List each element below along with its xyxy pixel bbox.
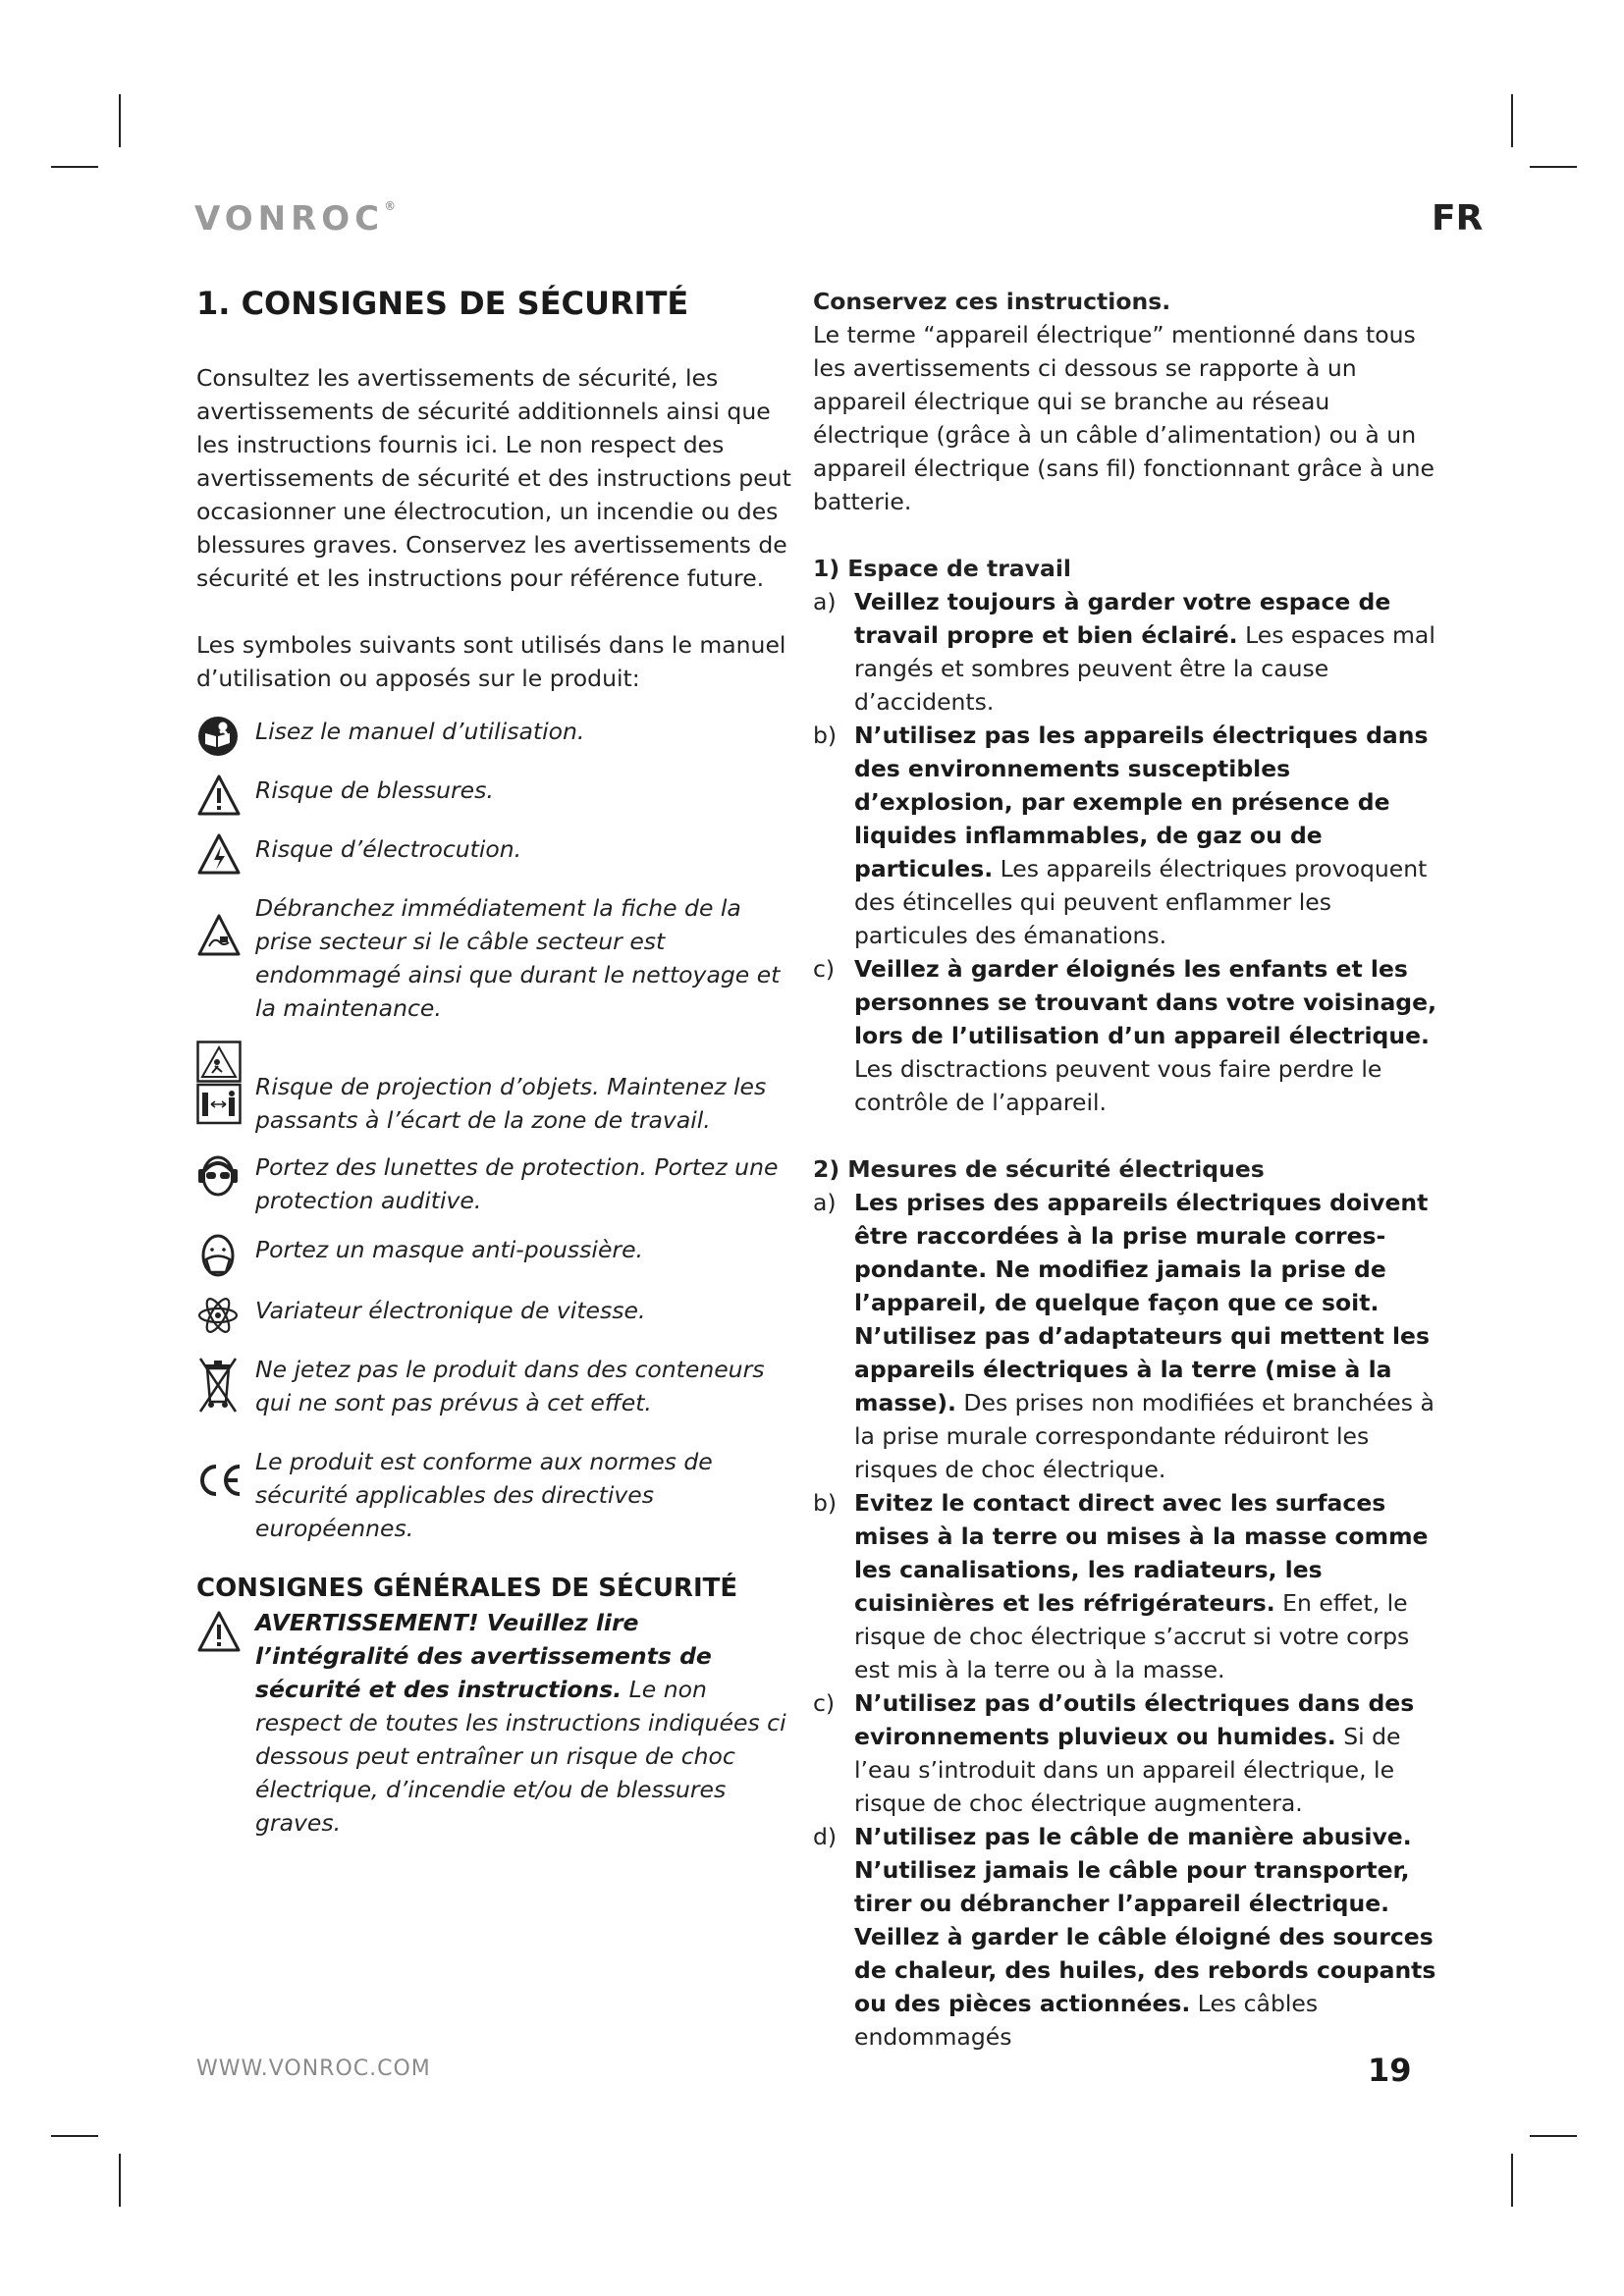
brand-logo: VONROC®: [194, 199, 397, 239]
electric-shock-icon: [196, 832, 242, 876]
list-item: a) Veillez toujours à garder votre espace de travail propre et bien éclairé. Les espaces mal rangés et sombres peuvent être la cause d’accidents.: [813, 588, 1435, 716]
list-item: b) N’utilisez pas les appareils électriques dans des environnements susceptibles d’explosion, par exemple en présence de liquides inflammables, de gaz ou de particules. Les appareils électriques provoquent des étincelles qui peuvent enflammer les particules des émanations.: [813, 721, 1429, 949]
section-title-electrical: 2) Mesures de sécurité électriques: [813, 1155, 1265, 1183]
keep-instructions-text: Le terme “appareil électrique” mentionné dans tous les avertissements ci dessous se rapporte à un appareil électrique qui se branche au réseau électrique (grâce à un câble d’alimentation) ou à un appareil électrique (sans fil) fonctionnant grâce à une batterie.: [813, 321, 1435, 515]
list-item: c) Veillez à garder éloignés les enfants et les personnes se trouvant dans votre voisinage, lors de l’utilisation d’un appareil électrique. Les disctractions peuvent vous faire perdre le contrôle de l’appareil.: [813, 955, 1436, 1116]
symbol-row: [196, 1445, 800, 1545]
symbol-text: Portez des lunettes de protection. Portez une protection auditive.: [255, 1153, 779, 1214]
symbol-row: [196, 1353, 800, 1419]
symbol-text: Risque d’électrocution.: [255, 835, 522, 863]
crop-mark: [1511, 94, 1513, 147]
crop-mark: [1530, 2135, 1577, 2137]
list-item: a) Les prises des appareils électriques doivent être raccordées à la prise murale corres-pondante. Ne modifiez jamais la prise de l’appareil, de quelque façon que ce soit. N’utilisez pas d’adaptateurs qui mettent les appareils électriques à la terre (mise à la masse). Des prises non modifiées et branchées à la prise murale correspondante réduiront les risques de choc électrique.: [813, 1189, 1435, 1483]
symbol-row: [196, 1233, 800, 1278]
unplug-icon: [196, 913, 242, 958]
crop-mark: [119, 94, 121, 147]
symbols-intro: Les symboles suivants sont utilisés dans le manuel d’utilisation ou apposés sur le produit:: [196, 631, 786, 692]
symbol-text: Ne jetez pas le produit dans des conteneurs qui ne sont pas prévus à cet effet.: [255, 1356, 765, 1416]
symbol-row: [196, 891, 800, 1025]
weee-bin-icon: [196, 1353, 240, 1415]
symbol-row: [196, 1041, 800, 1137]
warning-triangle-icon: [196, 774, 242, 817]
symbol-text: Risque de blessures.: [255, 776, 494, 804]
symbol-row: [196, 715, 800, 758]
page-title: 1. CONSIGNES DE SÉCURITÉ: [196, 285, 689, 322]
symbol-row: [196, 774, 800, 817]
crop-mark: [119, 2154, 121, 2207]
language-code: FR: [1432, 198, 1484, 239]
crop-mark: [51, 2135, 98, 2137]
crop-mark: [1530, 166, 1577, 168]
speed-control-icon: [196, 1294, 240, 1337]
intro-paragraph: Consultez les avertissements de sécurité, les avertissements de sécurité additionnels ainsi que les instructions fournis ici. Le non respect des avertissements de sécurité et des instructions peut occasionner une électrocution, un incendie ou des blessures graves. Conservez les avertissements de sécurité et les instructions pour référence future.: [196, 364, 791, 592]
symbol-row: [196, 832, 800, 876]
warning-triangle-icon: [196, 1610, 242, 1653]
list-item: d) N’utilisez pas le câble de manière abusive. N’utilisez jamais le câble pour transporter, tirer ou débrancher l’appareil électrique. Veillez à garder le câble éloigné des sources de chaleur, des huiles, des rebords coupants ou des pièces actionnées. Les câbles endommagés: [813, 1823, 1436, 2051]
flying-objects-icon: [196, 1041, 242, 1125]
symbol-text: Variateur électronique de vitesse.: [255, 1297, 646, 1324]
footer-url: WWW.VONROC.COM: [196, 2056, 431, 2081]
general-safety-title: CONSIGNES GÉNÉRALES DE SÉCURITÉ: [196, 1574, 738, 1603]
list-item: c) N’utilisez pas d’outils électriques dans des evironnements pluvieux ou humides. Si de l’eau s’introduit dans un appareil électrique, le risque de choc électrique augmentera.: [813, 1689, 1415, 1817]
keep-instructions-title: Conservez ces instructions.: [813, 288, 1171, 315]
ce-mark-icon: [196, 1461, 244, 1500]
symbol-text: Risque de projection d’objets. Maintenez les passants à l’écart de la zone de travail.: [255, 1073, 767, 1134]
general-warning-text: AVERTISSEMENT! Veuillez lire l’intégralité des avertissements de sécurité et des instructions. Le non respect de toutes les instructions indiquées ci dessous peut entraîner un risque de choc électrique, d’incendie et/ou de blessures graves.: [255, 1609, 786, 1837]
general-warning-row: [196, 1606, 800, 1840]
right-column: [813, 285, 1436, 2054]
list-item: b) Evitez le contact direct avec les surfaces mises à la terre ou mises à la masse comme les canalisations, les radiateurs, les cuisinières et les réfrigérateurs. En effet, le risque de choc électrique s’accrut si votre corps est mis à la terre ou à la masse.: [813, 1489, 1429, 1683]
symbol-text: Portez un masque anti-poussière.: [255, 1236, 643, 1263]
left-column: [196, 282, 800, 1840]
crop-mark: [1511, 2154, 1513, 2207]
section-title-workspace: 1) Espace de travail: [813, 555, 1071, 582]
page-number: 19: [1368, 2052, 1412, 2089]
crop-mark: [51, 166, 98, 168]
symbol-text: Débranchez immédiatement la fiche de la prise secteur si le câble secteur est endommagé ainsi que durant le nettoyage et la maintenance.: [255, 894, 781, 1022]
dust-mask-icon: [196, 1233, 240, 1278]
symbol-row: [196, 1294, 800, 1337]
symbol-text: Le produit est conforme aux normes de sécurité applicables des directives européennes.: [255, 1448, 713, 1542]
read-manual-icon: [196, 715, 240, 758]
goggles-earmuffs-icon: [196, 1152, 240, 1198]
symbol-text: Lisez le manuel d’utilisation.: [255, 718, 585, 745]
symbol-row: [196, 1150, 800, 1217]
